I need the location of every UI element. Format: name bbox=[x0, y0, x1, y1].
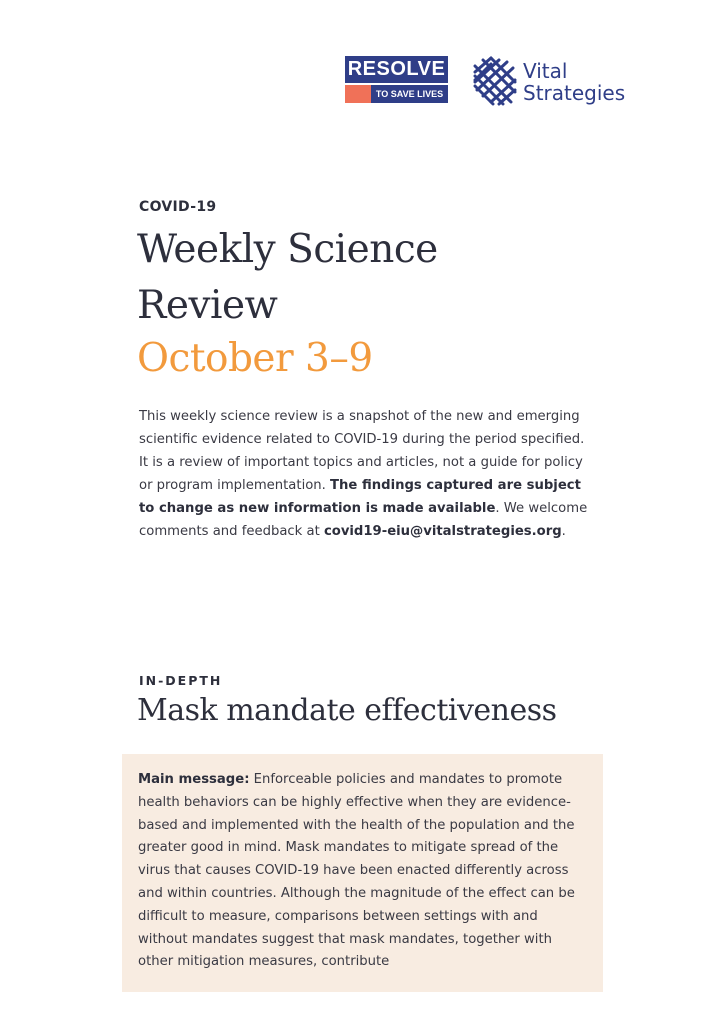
resolve-wordmark: RESOLVE bbox=[345, 56, 448, 83]
intro-paragraph bbox=[139, 405, 589, 543]
section-eyebrow: IN-DEPTH bbox=[139, 673, 223, 688]
vital-wordmark-line1: Vital bbox=[523, 59, 568, 83]
callout-text bbox=[138, 769, 590, 974]
title-line-1: Weekly Science bbox=[137, 227, 438, 272]
date-range: October 3–9 bbox=[137, 336, 373, 381]
callout-label: Main message: bbox=[138, 772, 250, 787]
section-title: Mask mandate effectiveness bbox=[137, 693, 557, 728]
main-message-callout bbox=[122, 754, 603, 992]
vital-strategies-logo bbox=[471, 56, 631, 106]
woven-lattice-icon bbox=[471, 56, 519, 106]
vital-wordmark-line2: Strategies bbox=[523, 81, 626, 105]
page-title bbox=[137, 222, 637, 334]
intro-text-2: . We welcome comments and feedback at bbox=[139, 501, 588, 539]
title-line-2: Review bbox=[137, 283, 278, 328]
resolve-tagline: TO SAVE LIVES bbox=[371, 85, 448, 103]
resolve-tagline-row bbox=[345, 85, 448, 103]
contact-email: covid19-eiu@vitalstrategies.org bbox=[323, 524, 562, 539]
intro-bold-notice: The findings captured are subject to change as new information is made available bbox=[139, 478, 581, 516]
vital-wordmark bbox=[523, 60, 625, 104]
resolve-accent-bar bbox=[345, 85, 371, 103]
resolve-to-save-lives-logo bbox=[345, 56, 448, 103]
intro-text-3: . bbox=[561, 524, 566, 539]
callout-body: Enforceable policies and mandates to promote health behaviors can be highly effective when they are evidence-based and implemented with the health of the population and the greater good in mind. Mask mandates to mitigate spread of the virus that causes COVID-19 have been enacted differently across and within countries. Although the magnitude of the effect can be difficult to measure, comparisons between settings with and without mandates suggest that mask mandates, together with other mitigation measures, contribute bbox=[138, 772, 575, 970]
intro-text-1: This weekly science review is a snapshot of the new and emerging scientific evidence related to COVID-19 during the period specified. It is a review of important topics and articles, not a guide for policy or program implementation. bbox=[139, 409, 585, 493]
cover-eyebrow: COVID-19 bbox=[139, 199, 217, 215]
